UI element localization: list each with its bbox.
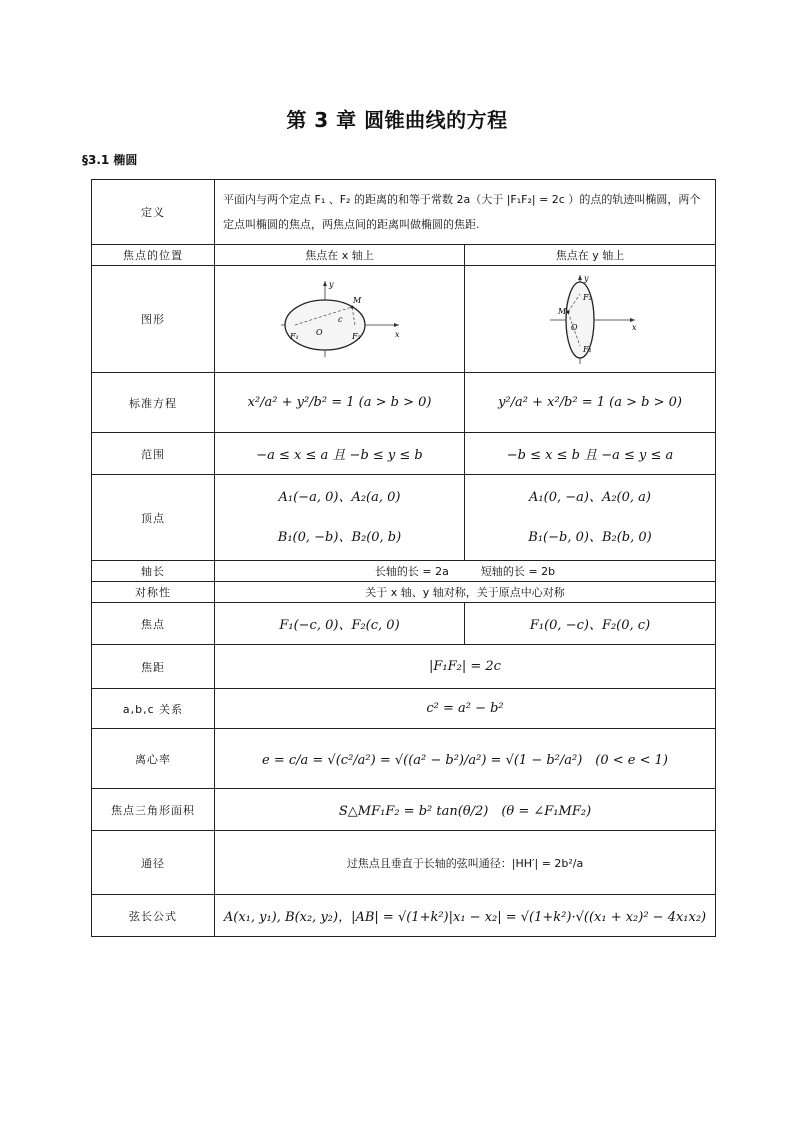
row-eccentricity <box>92 729 716 789</box>
latus-rectum-text: 过焦点且垂直于长轴的弦叫通径：|HH′| = 2b²/a <box>215 831 716 895</box>
label-standard-equation: 标准方程 <box>92 373 215 433</box>
x-axis-label: x <box>394 329 400 339</box>
c-label: c <box>337 314 342 324</box>
row-figure <box>92 266 716 373</box>
major-axis-text: 长轴的长 = 2a <box>374 565 449 578</box>
header-x-axis: 焦点在 x 轴上 <box>215 245 465 266</box>
y-fig-y-axis-label: y <box>584 273 589 283</box>
y-fig-focus-f1-label: F₁ <box>583 344 592 354</box>
row-definition <box>92 180 716 245</box>
row-symmetry <box>92 582 716 603</box>
standard-equation-x: x²/a² + y²/b² = 1 (a > b > 0) <box>215 373 465 433</box>
standard-equation-y: y²/a² + x²/b² = 1 (a > b > 0) <box>465 373 716 433</box>
row-vertices <box>92 475 716 561</box>
focus-f1-label: F₁ <box>289 331 299 341</box>
foci-y: F₁(0, −c)、F₂(0, c) <box>465 603 716 645</box>
eccentricity-text: e = c/a = √(c²/a²) = √((a² − b²)/a²) = √(1 − b²/a²) (0 < e < 1) <box>215 729 716 789</box>
label-focal-triangle: 焦点三角形面积 <box>92 789 215 831</box>
y-axis-label: y <box>328 279 334 289</box>
axis-length-cell <box>215 561 716 582</box>
chord-length-text: A(x₁, y₁), B(x₂, y₂)，|AB| = √(1+k²)|x₁ − x₂| = √(1+k²)·√((x₁ + x₂)² − 4x₁x₂) <box>215 895 716 937</box>
ellipse-properties-table <box>91 179 716 937</box>
page-title: 第 3 章 圆锥曲线的方程 <box>286 108 508 132</box>
row-focal-triangle <box>92 789 716 831</box>
vertices-y-cell <box>465 475 716 561</box>
y-fig-origin-label: O <box>571 322 578 332</box>
vertices-x-cell <box>215 475 465 561</box>
label-vertices: 顶点 <box>92 475 215 561</box>
range-x: −a ≤ x ≤ a 且 −b ≤ y ≤ b <box>215 433 465 475</box>
row-latus-rectum <box>92 831 716 895</box>
vertices-y-line1: A₁(0, −a)、A₂(0, a) <box>529 489 651 505</box>
origin-label: O <box>315 327 323 337</box>
label-latus-rectum: 通径 <box>92 831 215 895</box>
label-focus-position: 焦点的位置 <box>92 245 215 266</box>
point-m-label: M <box>352 295 361 305</box>
vertices-x-line1: A₁(−a, 0)、A₂(a, 0) <box>278 489 401 505</box>
figure-x-cell <box>215 266 465 373</box>
label-definition: 定义 <box>92 180 215 245</box>
focus-f2-label: F₂ <box>351 331 361 341</box>
label-eccentricity: 离心率 <box>92 729 215 789</box>
ellipse-x-figure <box>275 277 405 362</box>
label-axis-length: 轴长 <box>92 561 215 582</box>
row-relation <box>92 689 716 729</box>
row-standard-equation <box>92 373 716 433</box>
row-axis-length <box>92 561 716 582</box>
label-foci: 焦点 <box>92 603 215 645</box>
vertices-x-line2: B₁(0, −b)、B₂(0, b) <box>277 529 402 545</box>
section-heading: §3.1 椭圆 <box>82 153 138 167</box>
focal-triangle-text: S△MF₁F₂ = b² tan(θ/2) (θ = ∠F₁MF₂) <box>215 789 716 831</box>
minor-axis-text: 短轴的长 = 2b <box>480 565 556 578</box>
row-chord-length <box>92 895 716 937</box>
row-focal-distance <box>92 645 716 689</box>
row-foci <box>92 603 716 645</box>
label-chord-length: 弦长公式 <box>92 895 215 937</box>
symmetry-text: 关于 x 轴、y 轴对称，关于原点中心对称 <box>215 582 716 603</box>
label-range: 范围 <box>92 433 215 475</box>
y-fig-x-axis-label: x <box>632 322 637 332</box>
range-y: −b ≤ x ≤ b 且 −a ≤ y ≤ a <box>465 433 716 475</box>
y-fig-focus-f2-label: F₂ <box>583 292 592 302</box>
y-fig-point-m-label: M <box>558 306 567 316</box>
label-relation: a,b,c 关系 <box>92 689 215 729</box>
figure-y-cell <box>465 266 716 373</box>
foci-x: F₁(−c, 0)、F₂(c, 0) <box>215 603 465 645</box>
definition-text: 平面内与两个定点 F₁ 、F₂ 的距离的和等于常数 2a（大于 |F₁F₂| = 2c ）的点的轨迹叫椭圆，两个定点叫椭圆的焦点，两焦点间的距离叫做椭圆的焦距. <box>215 180 716 245</box>
label-symmetry: 对称性 <box>92 582 215 603</box>
label-figure: 图形 <box>92 266 215 373</box>
label-focal-distance: 焦距 <box>92 645 215 689</box>
focal-distance-text: |F₁F₂| = 2c <box>215 645 716 689</box>
relation-text: c² = a² − b² <box>215 689 716 729</box>
row-focus-position <box>92 245 716 266</box>
header-y-axis: 焦点在 y 轴上 <box>465 245 716 266</box>
vertices-y-line2: B₁(−b, 0)、B₂(b, 0) <box>528 529 652 545</box>
ellipse-y-figure <box>540 272 640 367</box>
row-range <box>92 433 716 475</box>
